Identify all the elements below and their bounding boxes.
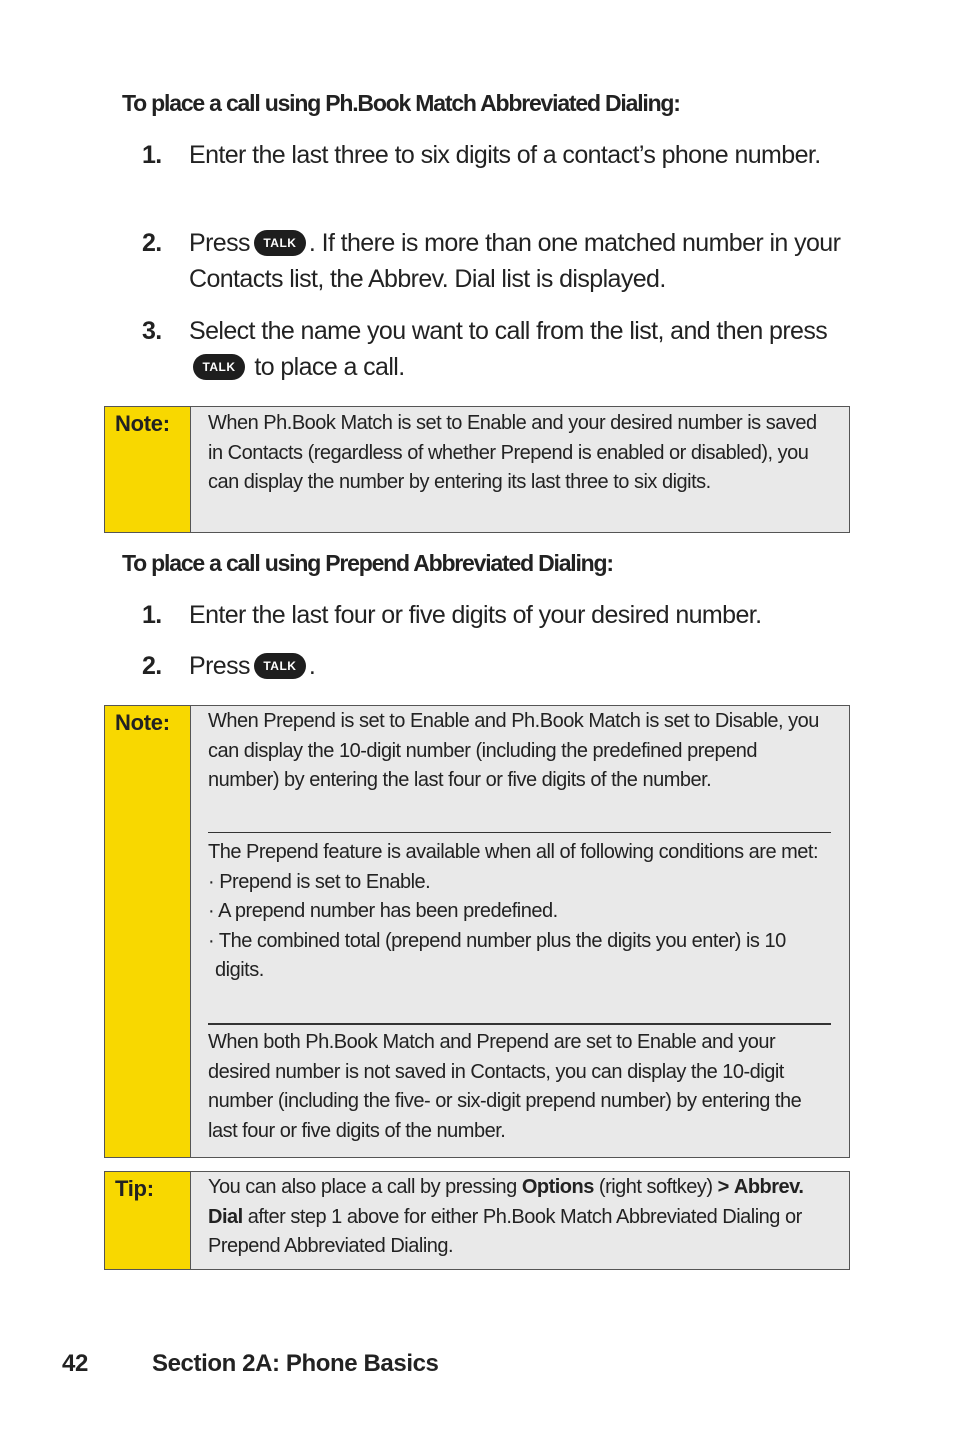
condition-item: · Prepend is set to Enable. (208, 870, 431, 893)
tip-box (104, 1171, 850, 1270)
tip-label-cell (105, 1172, 191, 1269)
note-paragraph-3: When both Ph.Book Match and Prepend are set to Enable and your desired number is not saved in Contacts, you can display the 10-digit number (including the five- or six-digit prepend number) by entering the last four or five digits of the number. (208, 1031, 802, 1142)
step-text: Enter the last four or five digits of your desired number. (189, 601, 762, 629)
note-label-cell (105, 407, 191, 532)
step-text: Select the name you want to call from the list, and then press TALK to place a call. (189, 317, 828, 381)
section-heading-phbook: To place a call using Ph.Book Match Abbreviated Dialing: (122, 90, 680, 116)
condition-item: · A prepend number has been predefined. (208, 900, 558, 922)
note-label-cell (105, 706, 191, 1157)
divider (208, 1023, 831, 1025)
step-number: 2. (142, 652, 162, 680)
note-box (104, 705, 850, 1158)
section-title: Section 2A: Phone Basics (152, 1350, 439, 1377)
step-text: Press TALK . If there is more than one matched number in your Contacts list, the Abbrev. Dial list is displayed. (189, 229, 841, 293)
step-number: 1. (142, 601, 162, 629)
divider (208, 832, 831, 833)
note-box (104, 406, 850, 533)
talk-key-icon: TALK (254, 230, 306, 256)
note-label: Note: (115, 411, 170, 436)
page-number: 42 (62, 1350, 88, 1377)
step-text: Enter the last three to six digits of a contact’s phone number. (189, 141, 821, 169)
note-paragraph-1: When Prepend is set to Enable and Ph.Book Match is set to Disable, you can display the 10-digit number (including the predefined prepend number) by entering the last four or five digits of the number. (208, 710, 819, 791)
abbrev-dial-label: Abbrev. Dial (208, 1176, 804, 1228)
menu-arrow: > (717, 1176, 729, 1198)
step-number: 1. (142, 141, 162, 169)
conditions-intro: The Prepend feature is available when all of following conditions are met: (208, 841, 819, 863)
tip-text: You can also place a call by pressing Options (right softkey) > Abbrev. Dial after step 1 above for either Ph.Book Match Abbreviated Dialing or Prepend Abbreviated Dialing. (208, 1176, 804, 1257)
step-number: 2. (142, 229, 162, 257)
condition-item: · The combined total (prepend number plus the digits you enter) is 10 digits. (208, 929, 786, 981)
step-text: Press TALK . (189, 652, 316, 680)
section-heading-prepend: To place a call using Prepend Abbreviated Dialing: (122, 550, 613, 576)
tip-label: Tip: (115, 1176, 154, 1201)
talk-key-icon: TALK (254, 653, 306, 679)
note-label: Note: (115, 710, 170, 735)
note-paragraph-2 (208, 838, 830, 986)
options-softkey-label: Options (521, 1176, 594, 1198)
note-text: When Ph.Book Match is set to Enable and your desired number is saved in Contacts (regardless of whether Prepend is enabled or disabled), you can display the number by entering its last three to six digits. (208, 412, 817, 493)
step-number: 3. (142, 317, 162, 345)
talk-key-icon: TALK (193, 354, 245, 380)
